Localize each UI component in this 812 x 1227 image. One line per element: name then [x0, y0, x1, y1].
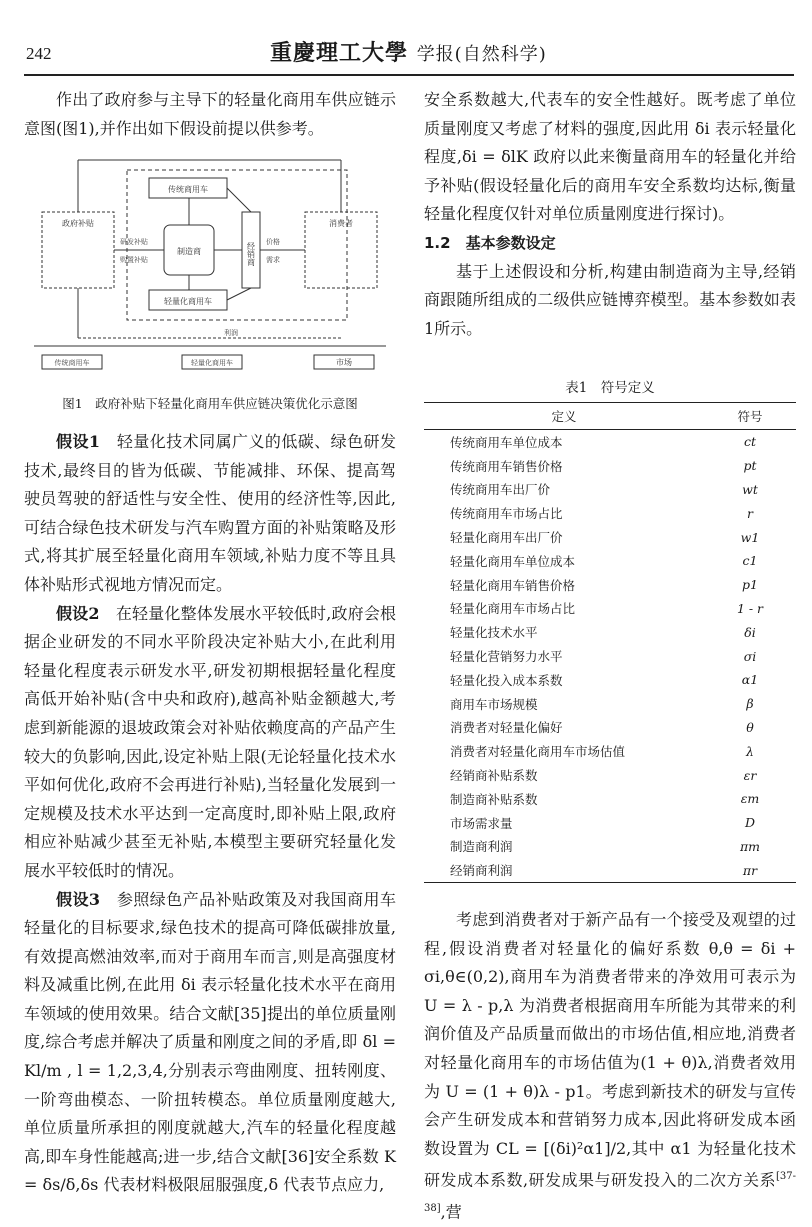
table-cell-sym: ct — [743, 434, 757, 450]
table-cell-sym: p1 — [742, 577, 758, 593]
table-row — [424, 835, 796, 859]
journal-title-main: 重慶理工大學 — [270, 40, 409, 66]
table-body — [424, 430, 796, 883]
table-cell-sym: pt — [743, 458, 757, 474]
fig-box-label-4: 消费者 — [329, 219, 353, 228]
table-cell-def: 消费者对轻量化商用车市场估值 — [450, 744, 626, 760]
supply-chain-diagram — [24, 150, 396, 382]
fig-label-0: 研发补贴 — [120, 238, 148, 246]
journal-title-sub: 学报(自然科学) — [416, 44, 547, 65]
table-header-sym: 符号 — [704, 403, 796, 430]
table-cell-sym: 1 - r — [736, 600, 764, 616]
table-row — [424, 716, 796, 740]
page-header — [0, 0, 812, 80]
fig-label-2: 价格 — [266, 238, 280, 246]
right-paragraph-3 — [424, 906, 796, 1227]
table-row — [424, 573, 796, 597]
table-cell-sym: w1 — [740, 529, 760, 545]
right-paragraph-1: 安全系数越大,代表车的安全性越好。既考虑了单位质量刚度又考虑了材料的强度,因此用 δi 表示轻量化程度,δi = δlK 政府以此来衡量商用车的轻量化并给予补贴(假设轻量化后的商用车安全系数均达标,衡量轻量化程度仅针对单位质量刚度进行探讨)。 — [424, 90, 796, 224]
table-cell-def: 经销商补贴系数 — [450, 768, 538, 784]
table-cell-sym: εm — [740, 791, 760, 807]
table-cell-sym: β — [746, 696, 754, 712]
fig-box-label-3: 经销商 — [246, 242, 256, 266]
table-cell-def: 轻量化技术水平 — [450, 625, 538, 641]
header-rule — [24, 74, 794, 76]
table-row — [424, 858, 796, 882]
table-cell-def: 轻量化营销努力水平 — [450, 649, 563, 665]
right-paragraph-2: 基于上述假设和分析,构建由制造商为主导,经销商跟随所组成的二级供应链博弈模型。基本参数如表1所示。 — [424, 261, 796, 338]
table-cell-def: 轻量化商用车单位成本 — [450, 553, 576, 569]
table-row — [424, 454, 796, 478]
assumption-3-text: 参照绿色产品补贴政策及对我国商用车轻量化的目标要求,绿色技术的提高可降低碳排放量,有效提高燃油效率,而对于商用车而言,则是高强度材料及减重比例,在此用 δi 表示轻量化技术水平在商用车领域的使用效果。结合文献[35]提出的单位质量刚度,综合考虑并解决了质量和刚度之间的矛盾,即 δl = Kl/m , l = 1,2,3,4,分别表示弯曲刚度、扭转刚度、一阶弯曲模态、一阶扭转模态。单位质量刚度越大,单位质量所承担的刚度就越大,汽车的轻量化程度越高,即车身性能越高;进一步,结合文献[36]安全系数 K = δs/δ,δs 代表材料极限屈服强度,δ 代表节点应力, — [24, 889, 396, 1195]
fig-box-label-0: 传统商用车 — [168, 185, 208, 194]
fig-label-5: 轻量化商用车 — [191, 359, 233, 367]
table-cell-sym: σi — [743, 648, 757, 664]
fig-label-4: 传统商用车 — [54, 359, 90, 367]
table-cell-sym: πm — [739, 838, 761, 854]
assumption-1-text: 轻量化技术同属广义的低碳、绿色研发技术,最终目的皆为低碳、节能减排、环保、提高驾驶员驾驶的舒适性与安全性、使用的经济性等,因此,可结合绿色技术研发与汽车购置方面的补贴策略及形式,将其扩展至轻量化商用车领域,补贴力度不等且具体补贴形式视地方情况而定。 — [24, 432, 396, 594]
table-row — [424, 668, 796, 692]
right-paragraph-3-tail: ,营 — [440, 1202, 462, 1222]
fig-box-label-1: 轻量化商用车 — [164, 297, 212, 306]
figure-1 — [24, 150, 396, 382]
table-cell-def: 轻量化商用车销售价格 — [450, 577, 576, 593]
table-cell-sym: α1 — [741, 672, 759, 688]
assumption-2-text: 在轻量化整体发展水平较低时,政府会根据企业研发的不同水平阶段决定补贴大小,在此利用轻量化程度表示研发水平,研发初期根据轻量化程度高低开始补贴(含中央和政府),越高补贴金额越大,考虑到新能源的退坡政策会对补贴依赖度高的产品产生较大的负影响,因此,设定补贴上限(无论轻量化技术水平如何优化,政府不会再进行补贴),当轻量化发展到一定规模及技术水平达到一定高度时,即补贴上限,政府相应补贴减少甚至无补贴,本模型主要研究轻量化发展水平较低时的情况。 — [24, 603, 396, 880]
table-row — [424, 620, 796, 644]
table-row — [424, 763, 796, 787]
left-intro — [24, 86, 396, 143]
table-row — [424, 644, 796, 668]
table-cell-sym: D — [744, 815, 756, 831]
table-header-row — [424, 403, 796, 430]
journal-title — [270, 36, 547, 67]
outer-dashed-frame — [127, 170, 347, 320]
citation-ref: [37-38] — [424, 1171, 796, 1215]
left-body — [24, 428, 396, 1200]
table-cell-def: 轻量化商用车出厂价 — [450, 530, 563, 546]
table-cell-def: 轻量化投入成本系数 — [450, 672, 563, 688]
assumption-2 — [24, 600, 396, 886]
table-row — [424, 811, 796, 835]
right-top — [424, 86, 796, 343]
table-row — [424, 525, 796, 549]
table-cell-def: 制造商补贴系数 — [450, 791, 538, 807]
table-row — [424, 478, 796, 502]
table-cell-sym: πr — [704, 858, 796, 882]
fig-box-label-6: 市场 — [336, 358, 352, 367]
right-paragraph-3-text: 考虑到消费者对于新产品有一个接受及观望的过程,假设消费者对轻量化的偏好系数 θ,θ = δi + σi,θ∈(0,2),商用车为消费者带来的净效用可表示为 U = λ - p,λ 为消费者根据商用车所能为其带来的利润价值及产品质量而做出的市场估值,相应地,消费者对轻量化商用车的市场估值为(1 + θ)λ,消费者效用为 U = (1 + θ)λ - p1。考虑到新技术的研发与宣传会产生研发成本和营销努力成本,因此将研发成本函数设置为 CL = [(δi)²α1]/2,其中 α1 为轻量化技术研发成本系数,研发成果与研发投入的二次方关系 — [424, 910, 796, 1190]
assumption-2-label: 假设2 — [56, 603, 100, 623]
fig-box-label-5: 政府补贴 — [62, 219, 94, 228]
table-cell-sym: wt — [742, 481, 758, 497]
table-cell-def: 消费者对轻量化偏好 — [450, 720, 563, 736]
symbol-table — [424, 402, 796, 883]
table-row — [424, 549, 796, 573]
table-cell-def: 传统商用车销售价格 — [450, 458, 563, 474]
table-row — [424, 430, 796, 454]
table-cell-sym: εr — [743, 767, 757, 783]
table-cell-def: 制造商利润 — [450, 839, 513, 855]
table-cell-sym: δi — [744, 624, 756, 640]
table-cell-def: 经销商利润 — [424, 858, 704, 882]
table-cell-sym: c1 — [742, 553, 758, 569]
assumption-3-label: 假设3 — [56, 889, 101, 909]
intro-paragraph: 作出了政府参与主导下的轻量化商用车供应链示意图(图1),并作出如下假设前提以供参考。 — [24, 90, 396, 138]
fig-label-6: 利润 — [224, 329, 238, 337]
table-header-def: 定义 — [424, 403, 704, 430]
table-cell-sym: θ — [746, 719, 754, 735]
table-cell-sym: r — [747, 505, 753, 521]
assumption-1-label: 假设1 — [56, 432, 101, 451]
section-heading: 1.2 基本参数设定 — [424, 233, 556, 252]
table-cell-def: 传统商用车单位成本 — [450, 434, 563, 450]
table-cell-def: 市场需求量 — [450, 815, 513, 831]
table-row — [424, 501, 796, 525]
assumption-1 — [24, 428, 396, 600]
arrow-trad-dealer — [227, 188, 251, 212]
table-cell-sym: λ — [746, 743, 754, 759]
table-cell-def: 商用车市场规模 — [450, 696, 538, 712]
table-row — [424, 692, 796, 716]
right-bottom — [424, 906, 796, 1227]
page-number: 242 — [26, 44, 52, 63]
table-cell-def: 传统商用车市场占比 — [450, 506, 563, 522]
fig-label-3: 需求 — [266, 256, 280, 264]
assumption-3 — [24, 886, 396, 1201]
figure-caption: 图1 政府补贴下轻量化商用车供应链决策优化示意图 — [62, 396, 358, 411]
table-caption: 表1 符号定义 — [565, 380, 655, 396]
fig-label-1: 购置补贴 — [120, 256, 148, 264]
table-row — [424, 597, 796, 621]
table-row — [424, 739, 796, 763]
table-cell-def: 轻量化商用车市场占比 — [450, 601, 576, 617]
arrow-light-dealer — [227, 288, 251, 300]
table-cell-def: 传统商用车出厂价 — [450, 482, 551, 498]
fig-box-label-2: 制造商 — [177, 247, 201, 256]
table-row — [424, 787, 796, 811]
